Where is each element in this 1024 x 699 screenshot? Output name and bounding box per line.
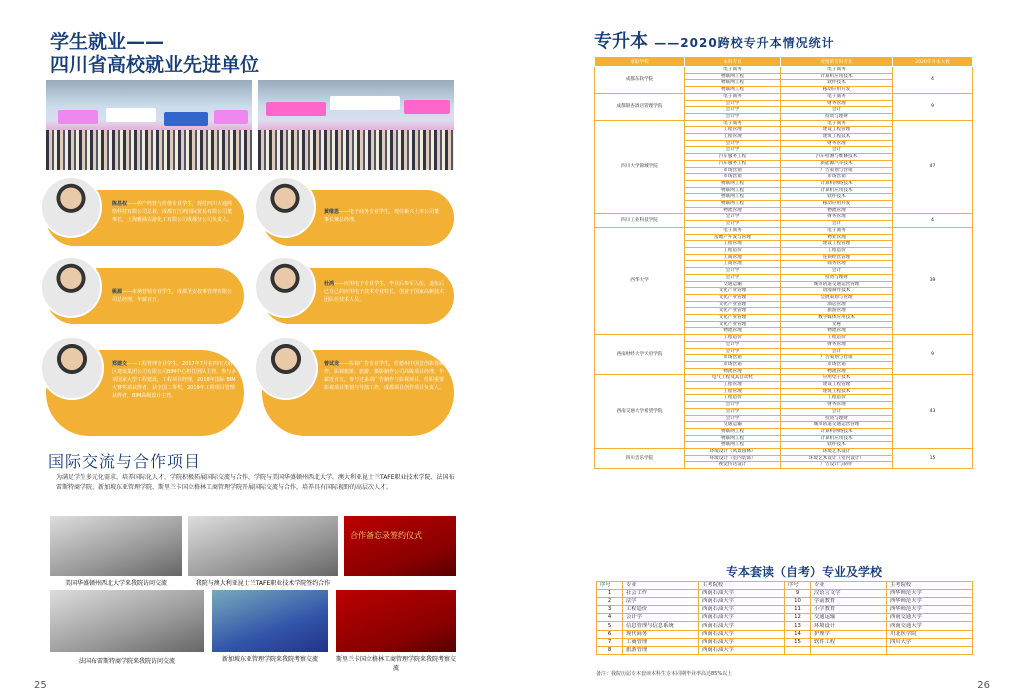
major-cell: 计算机网络技术 [781,180,893,187]
school-name: 成都东软学院 [595,67,685,94]
major-cell: 工程管理 [685,127,781,134]
table-cell: 1 [597,590,623,598]
major-cell: 工程造价 [781,335,893,342]
major-cell: 会计学 [685,274,781,281]
alumni-desc: ——应用电子专业学生，毕业后参军入伍，退伍后已自己的应用电子技术专业特长，创业于国家高新技术团队任技术人员。 [324,281,445,303]
major-cell: 财务管理 [781,402,893,409]
major-cell: 文秘 [781,321,893,328]
school-name: 西南交通大学希望学院 [595,375,685,449]
table-cell: 2 [597,598,623,606]
upgrade-subtitle: ——2020跨校专升本情况统计 [654,36,835,50]
major-cell: 城市轨道交通运营管理 [781,281,893,288]
major-cell: 财务管理 [781,214,893,221]
student-count: 15 [893,449,973,469]
table-cell: 西南石油大学 [699,606,785,614]
major-cell: 环境设计（室内装饰） [685,455,781,462]
table-cell: 信息管理与信息系统 [623,622,699,630]
table-cell: 8 [597,646,623,654]
table-cell: 西南石油大学 [699,638,785,646]
upgrade-title [594,27,835,53]
major-cell: 投资与理财 [781,274,893,281]
alumni-name: 杜鸿 [324,281,335,287]
table-header: 序号 [597,582,623,590]
exchange-photo-1 [50,516,182,576]
major-cell: 物业管理 [781,234,893,241]
table-cell: 4 [597,614,623,622]
table-row [597,638,973,646]
major-cell: 物流管理 [781,328,893,335]
major-cell: 物联网工程 [685,180,781,187]
table-cell: 软件工程 [811,638,887,646]
major-cell: 工程管理 [685,134,781,141]
major-cell: 酒店管理 [781,301,893,308]
table-row [595,67,973,74]
major-cell: 会计 [781,408,893,415]
major-cell: 电子商务 [781,93,893,100]
self-study-table [596,581,973,655]
major-cell: 软件技术 [781,80,893,87]
major-cell: 财务管理 [781,140,893,147]
table-cell: 工程造价 [623,606,699,614]
major-cell: 软件技术 [781,442,893,449]
avatar [40,256,102,318]
table-cell: 西华师范大学 [887,590,973,598]
avatar [40,176,102,238]
major-cell: 物联网工程 [685,428,781,435]
major-cell: 移动应用开发 [781,87,893,94]
major-cell: 电子商务 [685,67,781,74]
table-cell [785,646,811,654]
major-cell: 动漫制作技术 [781,288,893,295]
alumni-desc: ——市场营销专业学生，成都圣安叔事管理有限公司总经理，年薪百万。 [112,289,233,303]
table-row [595,93,973,100]
page-number-left: 25 [34,680,47,691]
table-cell: 旅游管理 [623,646,699,654]
major-cell: 会计学 [685,341,781,348]
table-header: 录取学校 [595,57,685,67]
table-row [597,614,973,622]
major-cell: 财务管理 [781,341,893,348]
major-cell: 会计学 [685,107,781,114]
major-cell: 汽车检测与维修技术 [781,154,893,161]
major-cell: 广告策划与营销 [781,167,893,174]
table-cell: 西华师范大学 [887,598,973,606]
major-cell: 电气工程及其自动化 [685,375,781,382]
major-cell: 电子商务 [685,227,781,234]
caption-5: 斯里兰卡国立格林工商管理学院来我院考察交流 [336,656,457,672]
major-cell: 软件技术 [781,194,893,201]
major-cell: 新能源汽车技术 [781,160,893,167]
school-name: 四川大学锦城学院 [595,120,685,214]
major-cell: 会计 [781,221,893,228]
table-cell: 西华师范大学 [887,606,973,614]
major-cell: 物联网工程 [685,80,781,87]
table-cell: 环境设计 [811,622,887,630]
major-cell: 工程管理 [685,241,781,248]
major-cell: 工商管理 [685,254,781,261]
major-cell: 环境艺术设计 [781,449,893,456]
major-cell: 文化产业管理 [685,301,781,308]
major-cell: 会计学 [685,268,781,275]
table-row [595,214,973,221]
table-cell: 西南交通大学 [887,614,973,622]
caption-2: 我院与澳大利亚昆士兰TAFE职业技术学院签约合作 [195,580,331,587]
table-row [597,606,973,614]
major-cell: 市场营销 [781,361,893,368]
major-cell: 工程造价 [685,247,781,254]
table-cell: 川北医学院 [887,630,973,638]
major-cell: 市场营销 [685,355,781,362]
student-count: 9 [893,335,973,375]
right-page [512,0,1024,699]
major-cell: 交通运输 [685,422,781,429]
major-cell: 会计学 [685,415,781,422]
major-cell: 会计学 [685,408,781,415]
major-cell: 会计学 [685,147,781,154]
major-cell: 会计学 [685,221,781,228]
caption-4: 新加坡东亚管理学院来我院考察交流 [221,656,318,663]
table-cell: 护理学 [811,630,887,638]
table-row [595,335,973,342]
major-cell: 商务管理 [781,261,893,268]
major-cell: 物流管理 [781,207,893,214]
major-cell: 电子商务 [685,93,781,100]
alumni-name: 曾试龙 [324,361,340,367]
major-cell: 文化产业管理 [685,288,781,295]
major-cell: 数字媒体应用技术 [781,315,893,322]
table-cell: 西南石油大学 [699,646,785,654]
major-cell: 物流管理 [685,368,781,375]
major-cell: 汽车服务工程 [685,154,781,161]
alumni-desc: ——电子商务专业学生，现任新兴上市公司董事长兼总经理。 [324,209,440,223]
major-cell: 交通运输 [685,281,781,288]
student-count: 4 [893,214,973,227]
intro-paragraph: 为满足学生多元化需求，培养国际化人才，学院积极拓展国际交流与合作，学院与美国华盛顿州西北大学，澳大利亚昆士兰TAFE职业技术学院、法国布雷斯特商学院、新加坡东亚管理学院、斯里兰卡国立格林工商管理学院开展国际交流与合作，培养具有国际视野的高层次人才。 [56,474,455,491]
footnote: 备注：我院历届专本套读本科生专本同期毕业率高达85%以上 [596,671,733,677]
school-name: 四川音乐学院 [595,449,685,469]
major-cell: 工程造价 [685,395,781,402]
major-cell: 文化产业管理 [685,308,781,315]
table-cell: 7 [597,638,623,646]
table-cell: 西南石油大学 [699,590,785,598]
major-cell: 投资与理财 [781,415,893,422]
major-cell: 建设工程管理 [781,127,893,134]
major-cell: 建筑工程技术 [781,134,893,141]
table-row [595,120,973,127]
exchange-photo-2 [188,516,338,576]
table-row [597,590,973,598]
student-count: 4 [893,67,973,94]
page-title-line2: 四川省高校就业先进单位 [50,54,260,76]
table-cell: 西南交通大学 [887,622,973,630]
major-cell: 工商管理 [685,261,781,268]
major-cell: 工程管理 [685,382,781,389]
avatar [254,336,318,400]
major-cell: 计算机网络技术 [781,428,893,435]
table-cell: 汉语言文学 [811,590,887,598]
table-cell: 15 [785,638,811,646]
major-cell: 城市轨道交通运营管理 [781,422,893,429]
major-cell: 物联网工程 [685,187,781,194]
major-cell: 建筑工程技术 [781,388,893,395]
table-cell: 西南石油大学 [699,630,785,638]
school-name: 西华大学 [595,227,685,334]
table-row [597,646,973,654]
table-cell: 学前教育 [811,598,887,606]
major-cell: 移动应用开发 [781,201,893,208]
table-cell: 会计学 [623,614,699,622]
student-count: 9 [893,93,973,120]
major-cell: 汽车服务工程 [685,160,781,167]
table-row [597,622,973,630]
major-cell: 文化产业管理 [685,315,781,322]
major-cell: 广告策划与营销 [781,355,893,362]
table-cell: 现代商务 [623,630,699,638]
school-name: 四川工业科技学院 [595,214,685,227]
table-header: 主考院校 [699,582,785,590]
avatar [254,256,316,318]
major-cell: 旅游管理 [781,308,893,315]
alumni-desc: ——影视广告专业学生，任德州中国首创影视制作，影视旅游、旅游、摄影制作公司高级项目经理，年薪近百万，参与过多项广告制作与影视项目，任职重要影视项目策划与导演工作，成都项目创作项目负责人。 [324,361,445,391]
avatar [254,176,316,238]
major-cell: 市场营销 [781,174,893,181]
alumni-name: 黄维思 [324,209,340,215]
table-cell: 小学教育 [811,606,887,614]
major-cell: 物联网工程 [685,201,781,208]
table-row [595,375,973,382]
job-fair-photo-2 [258,80,454,170]
major-cell: 工程管理 [685,388,781,395]
major-cell: 计算机应用技术 [781,73,893,80]
major-cell: 电子商务 [781,227,893,234]
table-header: 专业 [623,582,699,590]
table-header: 对接的专科专业 [781,57,893,67]
table-cell: 交通运输 [811,614,887,622]
major-cell: 会计学 [685,402,781,409]
major-cell: 广告设计与制作 [781,462,893,469]
major-cell: 物联网工程 [685,442,781,449]
alumni-desc: ——工程管理专业学生，2017年7月在四川天府新区建设集团公司有限公司BIM中心担任团队主管，参与多项国家大型工程建设，工程项目经理，2018年国际 BIM 大赛奖项获得者，获全国二等奖，2019年工程项目管理获得者，BIM高级设计主管。 [112,361,238,399]
major-cell: 环境设计（风景园林） [685,449,781,456]
major-cell: 会计学 [685,348,781,355]
table-cell: 四川大学 [887,638,973,646]
table-cell: 西南石油大学 [699,622,785,630]
table-cell: 6 [597,630,623,638]
table-row [597,598,973,606]
table-cell: 3 [597,606,623,614]
exchange-photo-5 [212,590,328,652]
table-cell [887,646,973,654]
major-cell: 会计 [781,348,893,355]
major-cell: 投资与理财 [781,113,893,120]
table-header: 主考院校 [887,582,973,590]
major-cell: 应用电子技术 [781,375,893,382]
major-cell: 市场营销 [685,361,781,368]
major-cell: 工程造价 [781,395,893,402]
self-study-title: 专本套读（自考）专业及学校 [726,565,883,579]
major-cell: 建设工程管理 [781,382,893,389]
table-row [597,630,973,638]
major-cell: 电子商务 [685,120,781,127]
major-cell: 会展策划与管理 [781,294,893,301]
major-cell: 会计 [781,268,893,275]
pic-banner-text: 合作备忘录签约仪式 [350,531,422,540]
table-cell: 10 [785,598,811,606]
student-count: 39 [893,227,973,334]
table-cell: 社会工作 [623,590,699,598]
upgrade-title-main: 专升本 [594,31,648,52]
major-cell: 市场营销 [685,167,781,174]
major-cell: 财务管理 [781,100,893,107]
school-name: 成都银杏酒店管理学院 [595,93,685,120]
major-cell: 物联网工程 [685,73,781,80]
major-cell: 会计学 [685,113,781,120]
major-cell: 房地产开发与管理 [685,234,781,241]
major-cell: 物联网工程 [685,435,781,442]
major-cell: 环境艺术设计（室内设计） [781,455,893,462]
avatar [40,336,104,400]
section-title-international: 国际交流与合作项目 [48,452,202,471]
major-cell: 会计学 [685,100,781,107]
table-cell [811,646,887,654]
table-header: 2020年升本人数 [893,57,973,67]
student-count: 47 [893,120,973,214]
school-name: 西南财经大学天府学院 [595,335,685,375]
table-cell: 西南石油大学 [699,614,785,622]
table-cell: 14 [785,630,811,638]
major-cell: 工程造价 [781,247,893,254]
major-cell: 电子商务 [781,67,893,74]
table-row [595,227,973,234]
table-header: 本科专业 [685,57,781,67]
major-cell: 视觉传达设计 [685,462,781,469]
table-header: 序号 [785,582,811,590]
alumni-name: 陈昌权 [112,201,128,207]
major-cell: 物流管理 [685,328,781,335]
table-cell: 9 [785,590,811,598]
table-cell: 12 [785,614,811,622]
job-fair-photo-1 [46,80,252,170]
major-cell: 文化产业管理 [685,321,781,328]
table-cell: 西南石油大学 [699,598,785,606]
major-cell: 会计 [781,147,893,154]
major-cell: 文化产业管理 [685,294,781,301]
major-cell: 会计学 [685,140,781,147]
page-title-line1: 学生就业—— [50,31,165,53]
major-cell: 电子商务 [781,120,893,127]
upgrade-stats-table [594,56,973,469]
major-cell: 市场营销 [685,174,781,181]
table-cell: 13 [785,622,811,630]
table-header: 专业 [811,582,887,590]
caption-1: 美国华盛顿州西北大学来我院访问交流 [64,580,167,587]
student-count: 43 [893,375,973,449]
exchange-photo-4 [50,590,204,652]
major-cell: 连锁经营管理 [781,254,893,261]
table-cell: 法学 [623,598,699,606]
page-number-right: 26 [977,680,990,691]
major-cell: 建设工程管理 [781,241,893,248]
alumni-name: 姚源 [112,289,123,295]
exchange-photo-6 [336,590,456,652]
table-header-row [597,582,973,590]
major-cell: 会计 [781,107,893,114]
alumni-name: 郑建文 [112,361,128,367]
major-cell: 物流管理 [781,368,893,375]
table-cell: 11 [785,606,811,614]
major-cell: 物联网工程 [685,87,781,94]
major-cell: 工程造价 [685,335,781,342]
major-cell: 物联网工程 [685,194,781,201]
table-cell: 5 [597,622,623,630]
major-cell: 计算机应用技术 [781,187,893,194]
major-cell: 会计学 [685,214,781,221]
major-cell: 物流管理 [685,207,781,214]
table-cell: 工商管理 [623,638,699,646]
exchange-photo-3 [344,516,456,576]
caption-3: 法国布雷斯特商学院来我院访问交流 [78,658,175,665]
table-row [595,449,973,456]
major-cell: 计算机应用技术 [781,435,893,442]
alumni-desc: ——停产经营与价值专业学生，现任四川大通网络科技有限公司总裁，成都万江鸿国际贸易有限公司董事长，上海雅浦古游化工有限公司成都分公司负责人。 [112,201,233,223]
